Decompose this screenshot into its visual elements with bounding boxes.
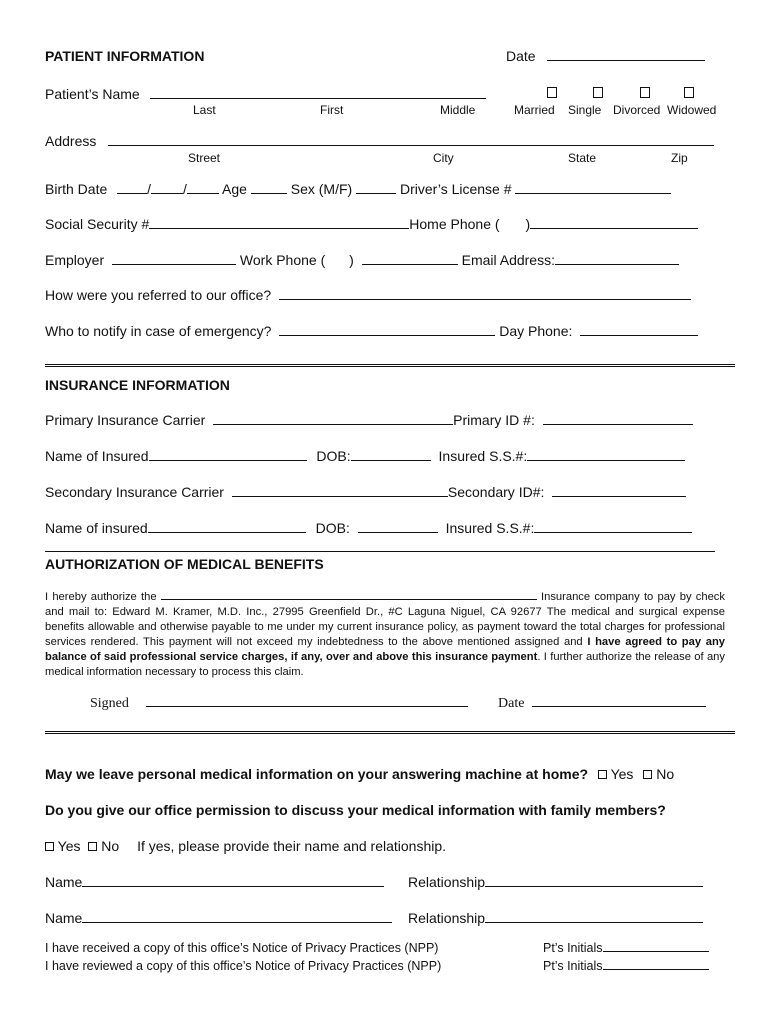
age-field[interactable] [251,181,287,194]
marital-divorced: Divorced [613,103,661,117]
name-part-first: First [320,103,344,117]
section-divider [45,364,735,367]
relationship-field-1[interactable] [485,874,703,887]
work-phone-field[interactable] [362,252,458,265]
primary-carrier-label: Primary Insurance Carrier [45,412,206,428]
day-phone-field[interactable] [580,323,698,336]
single-checkbox[interactable] [593,87,603,98]
patient-heading: PATIENT INFORMATION [45,48,205,64]
auth-text-bold: I have agreed to pay any balance of said professional service charges, if any, over and above this insurance payment [45,636,726,663]
answering-yes-label: Yes [610,766,634,782]
family-yes-label: Yes [57,838,81,854]
family-name-label: Name [45,910,83,926]
insured2-row [45,520,692,536]
patient-name-field[interactable] [150,86,486,99]
authorization-heading: AUTHORIZATION OF MEDICAL BENEFITS [45,556,324,572]
family-name-field-2[interactable] [82,910,392,923]
auth-date-row [498,694,706,712]
insured-ss-field[interactable] [527,448,685,461]
birth-month-field[interactable] [117,181,147,194]
divorced-checkbox[interactable] [640,87,650,98]
answering-no-checkbox[interactable] [643,770,652,779]
address-label: Address [45,133,97,149]
date-row [506,48,705,64]
family-yes-checkbox[interactable] [45,842,54,851]
emergency-field[interactable] [279,323,495,336]
license-label: Driver’s License # [399,181,512,197]
dob-label: DOB: [316,448,351,464]
initials-label: Pt’s Initials [543,959,603,973]
npp-reviewed: I have reviewed a copy of this office’s Notice of Privacy Practices (NPP) [45,959,442,973]
insured-ss-label: Insured S.S.#: [438,448,528,464]
family-answer-row [45,838,446,854]
address-part-street: Street [188,151,221,165]
insurance-heading: INSURANCE INFORMATION [45,377,230,393]
marital-married: Married [514,103,555,117]
birth-date-label: Birth Date [45,181,108,197]
relationship-label: Relationship [408,910,486,926]
primary-id-label: Primary ID #: [453,412,535,428]
referred-row [45,287,691,303]
signed-row [90,694,468,712]
married-checkbox[interactable] [547,87,557,98]
ssn-label: Social Security # [45,216,150,232]
emergency-label: Who to notify in case of emergency? [45,323,272,339]
address-row [45,133,714,149]
sex-field[interactable] [356,181,396,194]
family-name-label: Name [45,874,83,890]
birth-year-field[interactable] [187,181,219,194]
auth-date-label: Date [498,696,525,711]
birth-row: Birth Date / / Age Sex (M/F) Driver’s License # [45,181,671,197]
name-part-middle: Middle [440,103,476,117]
work-phone-label: Work Phone ( [239,252,326,268]
marital-single: Single [568,103,602,117]
initials-field-1[interactable] [603,941,709,952]
secondary-id-label: Secondary ID#: [447,484,545,500]
secondary-id-field[interactable] [552,484,686,497]
emergency-row [45,323,698,339]
family-name-field-1[interactable] [82,874,384,887]
answering-yes-checkbox[interactable] [598,770,607,779]
answering-machine-question: May we leave personal medical information on your answering machine at home? [45,766,589,782]
if-yes-text: If yes, please provide their name and relationship. [137,838,447,854]
referred-label: How were you referred to our office? [45,287,272,303]
family-question: Do you give our office permission to discuss your medical information with family members? [45,802,666,818]
widowed-checkbox[interactable] [684,87,694,98]
address-field[interactable] [108,133,714,146]
npp-received: I have received a copy of this office’s Notice of Privacy Practices (NPP) [45,941,439,955]
dob2-field[interactable] [358,520,438,533]
family-no-label: No [101,838,120,854]
relationship-field-2[interactable] [485,910,703,923]
home-phone-field[interactable] [530,216,698,229]
initials-label: Pt’s Initials [543,941,603,955]
primary-id-field[interactable] [543,412,693,425]
primary-carrier-field[interactable] [213,412,453,425]
auth-text-1: I hereby authorize the [45,591,157,603]
answering-no-label: No [656,766,675,782]
insured-name-field[interactable] [149,448,307,461]
primary-carrier-row [45,412,693,428]
relationship-row-2 [408,910,703,926]
relationship-row-1 [408,874,703,890]
family-no-checkbox[interactable] [88,842,97,851]
license-field[interactable] [515,181,671,194]
family-name-row-2 [45,910,392,926]
initials-row-1 [543,941,709,955]
answering-machine-row [45,766,674,782]
patient-name-label: Patient’s Name [45,86,140,102]
employer-label: Employer [45,252,105,268]
employer-field[interactable] [112,252,236,265]
date-label: Date [506,48,536,64]
email-field[interactable] [555,252,679,265]
marital-widowed: Widowed [667,103,717,117]
secondary-carrier-label: Secondary Insurance Carrier [45,484,224,500]
sex-label: Sex (M/F) [290,181,353,197]
date-field[interactable] [547,48,705,61]
address-part-state: State [568,151,597,165]
signed-label: Signed [90,696,129,711]
referred-field[interactable] [279,287,691,300]
insured-row [45,448,685,464]
initials-field-2[interactable] [603,959,709,970]
patient-name-row [45,86,486,102]
relationship-label: Relationship [408,874,486,890]
name-part-last: Last [193,103,216,117]
address-part-zip: Zip [671,151,688,165]
insured-ss2-label: Insured S.S.#: [445,520,535,536]
dob2-label: DOB: [315,520,350,536]
auth-text-3: . I further authorize the release of any medical information necessary to process this claim. [45,651,725,678]
email-label: Email Address: [461,252,555,268]
home-phone-label: Home Phone ( [409,216,500,232]
secondary-carrier-row [45,484,686,500]
auth-date-field[interactable] [532,694,706,707]
authorization-paragraph [45,590,725,680]
section-divider-2 [45,731,735,734]
family-name-row-1 [45,874,384,890]
insured-name-label: Name of Insured [45,448,149,464]
insured-ss2-field[interactable] [534,520,692,533]
auth-text-2: Insurance company to pay by check and mail to: Edward M. Kramer, M.D. Inc., 27995 Greenfield Dr., #C Laguna Niguel, CA 92677 The medical and surgical expense benefits allowable and otherwise payable to me under my current insurance policy, as payment toward the total charges for professional services rendered. This payment will not exceed my indebtedness to the above mentioned assigned and [45,591,725,648]
insured-name2-field[interactable] [148,520,306,533]
employer-row: Employer Work Phone ( ) Email Address: [45,252,679,268]
insurance-company-field[interactable] [161,590,537,600]
birth-day-field[interactable] [151,181,183,194]
ssn-field[interactable] [149,216,409,229]
address-part-city: City [433,151,454,165]
signature-field[interactable] [146,694,468,707]
insurance-bottom-line [45,551,715,552]
dob-field[interactable] [351,448,431,461]
age-label: Age [222,181,247,197]
secondary-carrier-field[interactable] [232,484,448,497]
initials-row-2 [543,959,709,973]
ssn-row: Social Security # Home Phone ( ) [45,216,698,232]
insured-name2-label: Name of insured [45,520,148,536]
day-phone-label: Day Phone: [499,323,573,339]
